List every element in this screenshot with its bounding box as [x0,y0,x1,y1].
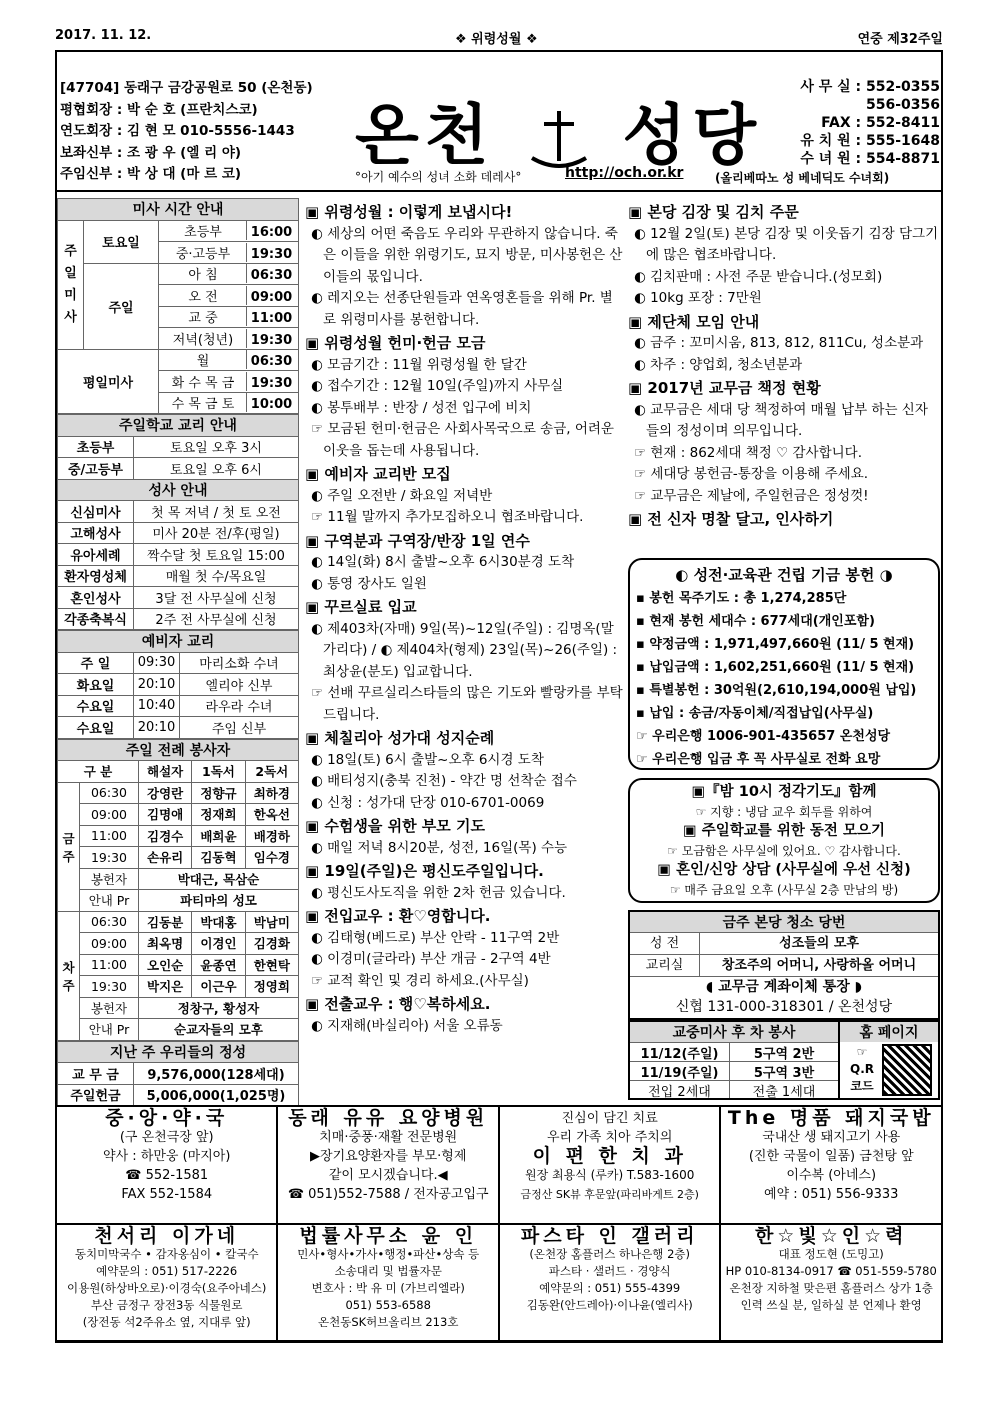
patron-saint: °아기 예수의 성녀 소화 데레사° [355,170,522,184]
notice-text: ◐ 접수기간 : 12월 10일(주일)까지 사무실 [311,378,564,394]
notice-heading: ▣ 위령성월 : 이렇게 보냅시다! [305,203,513,221]
notice-text: ◐ 지재해(바실리아) 서울 오류동 [311,1017,503,1034]
notice-text: ◐ 제403차(자매) 9일(목)~12일(주일) : 김명옥(말가리다) / ◐ 제404차(형제) 23일(목)~26(주일) : 최상윤(분도) 입교합니다. [311,620,618,680]
right-column [628,200,940,531]
ad-line: 원장 최용식 (루카) T.583-1600 [524,1168,695,1182]
cleaning-box: 금주 본당 청소 당번 성 전 성조들의 모후 교리실 창조주의 어머니, 사랑하올 어머니 ◖ 교무금 계좌이체 통장 ◗ 신협 131-000-318301 / 온천성당 [628,910,940,1020]
notice-text: ◐ 세상의 어떤 죽음도 우리와 무관하지 않습니다. 죽은 이들을 위한 위령기도, 묘지 방문, 미사봉헌은 산 이들의 몫입니다. [311,225,623,285]
ad-box [277,1106,499,1224]
ad-line: 약사 : 하만웅 (마지아) [103,1149,231,1164]
ad-box [56,1224,277,1342]
ad-line: 같이 모시겠습니다.◀ [328,1168,448,1183]
notice-text: ☞ 세대당 봉헌금-통장을 이용해 주세요. [634,466,869,482]
notice-text: ◐ 레지오는 선종단원들과 연옥영혼들을 위해 Pr. 별로 위령미사를 봉헌합니다. [311,290,613,328]
ad-line: 소송대리 및 법률자문 [334,1264,442,1278]
ad-line: 예약문의 : 051) 555-4399 [539,1281,681,1295]
prayer-line: ☞ 지향 : 냉담 교우 회두를 위하여 [695,804,873,819]
liturgical-week: 연중 제32주일 [857,32,943,47]
notice-text: ◐ 이경미(글라라) 부산 개금 - 2구역 4반 [311,951,551,967]
notice-text: ☞ 현재 : 862세대 책정 ♡ 감사합니다. [634,444,863,461]
header-contacts [60,78,350,186]
ad-name: 중·앙·약·국 [105,1107,229,1129]
ad-line: (구 온천극장 앞) [119,1130,214,1145]
ad-box [720,1224,942,1342]
ad-line: 부산 금정구 장전3동 식물원로 [90,1298,243,1312]
ad-line: 진심이 담긴 치료 [561,1111,658,1126]
notice-text: ◐ 18일(토) 6시 출발~오후 6시경 도착 [311,751,544,768]
pastor: 주임신부 : 박 상 대 (마 르 코) [60,166,242,182]
notice-heading: ▣ 19일(주일)은 평신도주일입니다. [305,862,544,880]
notice-text: ◐ 모금기간 : 11월 위령성월 한 달간 [311,356,527,373]
notice-text: ◐ 신청 : 성가대 단장 010-6701-0069 [311,794,545,811]
assistant-priest: 보좌신부 : 조 광 우 (엘 리 야) [60,144,242,161]
ad-line: 동치미막국수 • 감자옹심이 • 칼국수 [74,1247,259,1261]
fund-line: ▪ 봉헌 목주기도 : 총 1,274,285단 [636,591,847,606]
parish-leader: 연도회장 : 김 현 모 010-5556-1443 [60,123,295,139]
notice-heading: ▣ 위령성월 헌미·헌금 모금 [305,334,486,352]
ad-line: 파스타 · 샐러드 · 경양식 [548,1264,671,1278]
notice-text: ☞ 교무금은 제날에, 주일헌금은 정성껏! [634,487,869,504]
prayer-box [628,778,940,903]
issue-date: 2017. 11. 12. [55,28,152,43]
month-theme: ❖ 위령성월 ❖ [455,32,538,47]
notice-text: ☞ 선배 꾸르실리스타들의 많은 기도와 빨랑카를 부탁드립니다. [311,685,623,723]
ad-line: 이수복 (아네스) [786,1168,877,1183]
notice-text: ◐ 12월 2일(토) 본당 김장 및 이웃돕기 김장 담그기에 많은 협조바랍니다. [634,225,939,263]
fund-line: ▪ 납입금액 : 1,602,251,660원 (11/ 5 현재) [636,660,915,675]
notice-heading: ▣ 전출교우 : 행♡복하세요. [305,995,491,1013]
fund-line: ▪ 현재 봉헌 세대수 : 677세대(개인포함) [636,614,875,629]
ad-name: 이 편 한 치 과 [532,1145,687,1167]
middle-column [305,200,623,1037]
notice-heading: ▣ 전입교우 : 환♡영합니다. [305,907,491,925]
ad-line: 예약 : 051) 556-9333 [764,1187,899,1202]
notice-text: ☞ 모금된 헌미·헌금은 사회사목국으로 송금, 어려운 이웃을 돕는데 사용됩니다. [311,421,614,459]
ad-line: 변호사 : 박 유 미 (가브리엘라) [311,1281,465,1295]
sunday-school-table: 주일학교 교리 안내 초등부 토요일 오후 3시 중/고등부 토요일 오후 6시 성사 안내 신심미사 첫 목 저녁 / 첫 토 오전 고해성사 미사 20분 전/후(평일) 유아세례 짝수달 첫 토요일 15:00 환자영성체 매월 첫 수/목요일 혼인성사 3달 전 사무실에 신청 각종축복식 2주 전 사무실에 신청 [57,414,299,630]
mass-times-table: 미사 시간 안내 주일미사 토요일 초등부 16:00 중·고등부 19:30 주일 아 침 06:30 오 전 09:00 교 중 11:00 저녁(청년) 19:30 평일미사 월 06:30 화 수 목 금 19:30 수 목 금 토 10:00 [57,198,299,414]
notice-heading: ▣ 체칠리아 성가대 성지순례 [305,729,495,747]
qr-code[interactable] [882,1044,932,1096]
notice-heading: ▣ 구역분과 구역장/반장 1일 연수 [305,531,530,550]
post-mass-box: 교중미사 후 차 봉사 11/12(주일) 5구역 2반 11/19(주일) 5구역 3반 전입 2세대 전출 1세대 홈 페이지 ☞ Q.R 코드 [628,1020,940,1100]
fund-line: ☞ 우리은행 1006-901-435657 온천성당 [636,729,891,744]
notice-text: ◐ 김치판매 : 사전 주문 받습니다.(성모회) [634,268,883,285]
ad-line: 김동완(안드레아)·이나윤(엘리사) [526,1298,693,1312]
notice-heading: ▣ 꾸르실료 입교 [305,598,417,616]
ad-box [56,1106,277,1224]
notice-text: ◐ 차주 : 양업회, 청소년분과 [634,356,803,373]
fund-line: ▪ 특별봉헌 : 30억원(2,610,194,000원 납입) [636,683,917,698]
ad-line: 우리 가족 치아 주치의 [547,1130,673,1145]
ad-line: (온천장 홈플러스 하나은행 2층) [529,1247,690,1261]
ad-line: 인력 쓰실 분, 일하실 분 언제나 환영 [740,1298,922,1312]
website-link[interactable]: http://och.or.kr [565,165,684,181]
ad-line: 051) 553-6588 [345,1298,431,1312]
ads-table [55,1105,943,1343]
notice-text: ◐ 주일 오전반 / 화요일 저녁반 [311,487,493,504]
ad-box [499,1106,720,1224]
servers-table: 주일 전례 봉사자 구 분 해설자 1독서 2독서 금주 06:30 강영란 정향규 최하경 09:00 김명애 정재희 한옥선 11:00 김경수 배희윤 배경하 19:30 손유리 김동혁 임수경 봉헌자 박대근, 목삼순 안내 Pr 파티마의 성모 차주 06:30 김동분 박대홍 박남미 09:00 최옥명 이경인 김경화 11:00 오인순 윤종연 한현탁 19:30 박지은 이근우 정영희 봉헌자 정창구, 황성자 안내 Pr 순교자들의 모후 [57,739,299,1041]
building-fund-box: ◐ 성전·교육관 건립 기금 봉헌 ◑ ▪ 봉헌 목주기도 : 총 1,274,285단 ▪ 현재 봉헌 세대수 : 677세대(개인포함) ▪ 약정금액 : 1,971,497,660원 (11/ 5 현재) ▪ 납입금액 : 1,602,251,660원 (11/ 5 현재) ▪ 특별봉헌 : 30억원(2,610,194,000원 납입) ▪ 납입 : 송금/자동이체/직접납입(사무실) ☞ 우리은행 1006-901-435657 온천성당 ☞ 우리은행 입금 후 꼭 사무실로 전화 요망 [628,558,940,770]
fund-line: ☞ 우리은행 입금 후 꼭 사무실로 전화 요망 [636,752,881,767]
offering-table: 지난 주 우리들의 정성 교 무 금 9,576,000(128세대) 주일헌금 5,006,000(1,025명) [57,1041,299,1107]
notice-text: ◐ 교무금은 세대 당 책정하여 매월 납부 하는 신자들의 정성이며 의무입니다. [634,401,928,439]
notice-text: ◐ 금주 : 꼬미시움, 813, 812, 811Cu, 성소분과 [634,335,924,351]
notice-text: ◐ 봉투배부 : 반장 / 성전 입구에 비치 [311,399,532,416]
prayer-line: ▣『밤 10시 정각기도』함께 [691,784,877,800]
ad-line: 이용원(하상바오로)·이경숙(요주아네스) [67,1281,267,1295]
ad-line: ▶장기요양환자를 부모·형제 [310,1149,467,1164]
ad-name: 천서리 이가네 [94,1225,240,1247]
ad-box [499,1224,720,1342]
ad-line: 온천동SK허브올리브 213호 [318,1315,459,1329]
notice-heading: ▣ 전 신자 명찰 달고, 인사하기 [628,510,834,528]
ad-line: 치매·중풍·재활 전문병원 [319,1130,458,1145]
ad-line: (진한 국물이 일품) 금천탕 앞 [748,1149,914,1164]
top-bar [55,28,943,50]
ad-line: 민사•형사•가사•행정•파산•상속 등 [297,1247,480,1261]
ad-name: 동래 유유 요양병원 [288,1107,489,1129]
divider [55,190,943,192]
notice-text: ◐ 14일(화) 8시 출발~오후 6시30분경 도착 [311,554,575,570]
notice-heading: ▣ 2017년 교무금 책정 현황 [628,379,821,397]
notice-heading: ▣ 본당 김장 및 김치 주문 [628,203,799,221]
notice-text: ☞ 교적 확인 및 경리 하세요.(사무실) [311,972,529,989]
notice-text: ◐ 배티성지(충북 진천) - 약간 명 선착순 접수 [311,773,577,789]
ad-line: (장전동 석2주유소 옆, 지대루 앞) [82,1315,251,1329]
ad-line: 국내산 생 돼지고기 사용 [762,1130,901,1145]
notice-heading: ▣ 제단체 모임 안내 [628,312,760,331]
prayer-line: ☞ 모금함은 사무실에 있어요. ♡ 감사합니다. [667,843,901,858]
church-title: 온천 성당 [355,96,762,174]
ad-name: The 명품 돼지국밥 [727,1107,935,1129]
sisters-order: (올리베따노 성 베네딕도 수녀회) [715,171,890,185]
catechumen-table: 예비자 교리 주 일 09:30 마리소화 수녀 화요일 20:10 엘리야 신부 수요일 10:40 라우라 수녀 수요일 20:10 주임 신부 [57,630,299,739]
ad-name: 법률사무소 윤 인 [299,1225,478,1247]
notice-text: ◐ 평신도사도직을 위한 2차 헌금 있습니다. [311,884,566,901]
notice-text: ◐ 김태형(베드로) 부산 안락 - 11구역 2반 [311,929,560,946]
prayer-line: ▣ 혼인/신앙 상담 (사무실에 우선 신청) [657,862,911,878]
phone-list: 사 무 실 : 552-0355 556-0356 FAX : 552-8411 유 치 원 : 555-1648 수 녀 원 : 554-8871 [800,79,940,167]
notice-text: ◐ 통영 장사도 일원 [311,575,427,592]
fund-line: ▪ 약정금액 : 1,971,497,660원 (11/ 5 현재) [636,637,915,652]
ad-line: HP 010-8134-0917 ☎ 051-559-5780 [725,1264,937,1278]
prayer-line: ☞ 매주 금요일 오후 (사무실 2층 만남의 방) [669,882,899,897]
ad-line: ☎ 051)552-7588 / 전자공고입구 [287,1187,489,1202]
left-column [57,198,299,1106]
ad-line: 대표 정도현 (도밍고) [778,1247,884,1261]
fund-line: ▪ 납입 : 송금/자동이체/직접납입(사무실) [636,706,874,721]
ad-line: 예약문의 : 051) 517-2226 [96,1264,238,1278]
prayer-line: ▣ 주일학교를 위한 동전 모으기 [683,823,885,839]
ad-box [277,1224,499,1342]
notice-text: ☞ 11월 말까지 추가모집하오니 협조바랍니다. [311,509,584,525]
notice-heading: ▣ 수험생을 위한 부모 기도 [305,817,485,835]
ad-box [720,1106,942,1224]
council-president: 평협회장 : 박 순 호 (프란치스코) [60,101,258,118]
ad-name: 한☆빛☆인☆력 [754,1225,908,1247]
ad-line: 온천장 지하철 맞은편 홈플러스 상가 1층 [729,1281,933,1295]
ad-line: ☎ 552-1581 [125,1168,209,1183]
notice-text: ◐ 매일 저녁 8시20분, 성전, 16일(목) 수능 [311,839,568,856]
ad-line: 금정산 SK뷰 후문앞(파리바게트 2층) [520,1188,699,1201]
ad-line: FAX 552-1584 [121,1187,213,1202]
ad-name: 파스타 인 갤러리 [520,1225,699,1247]
notice-text: ◐ 10kg 포장 : 7만원 [634,290,762,306]
notice-heading: ▣ 예비자 교리반 모집 [305,465,451,483]
address: [47704] 동래구 금강공원로 50 (온천동) [60,80,313,96]
